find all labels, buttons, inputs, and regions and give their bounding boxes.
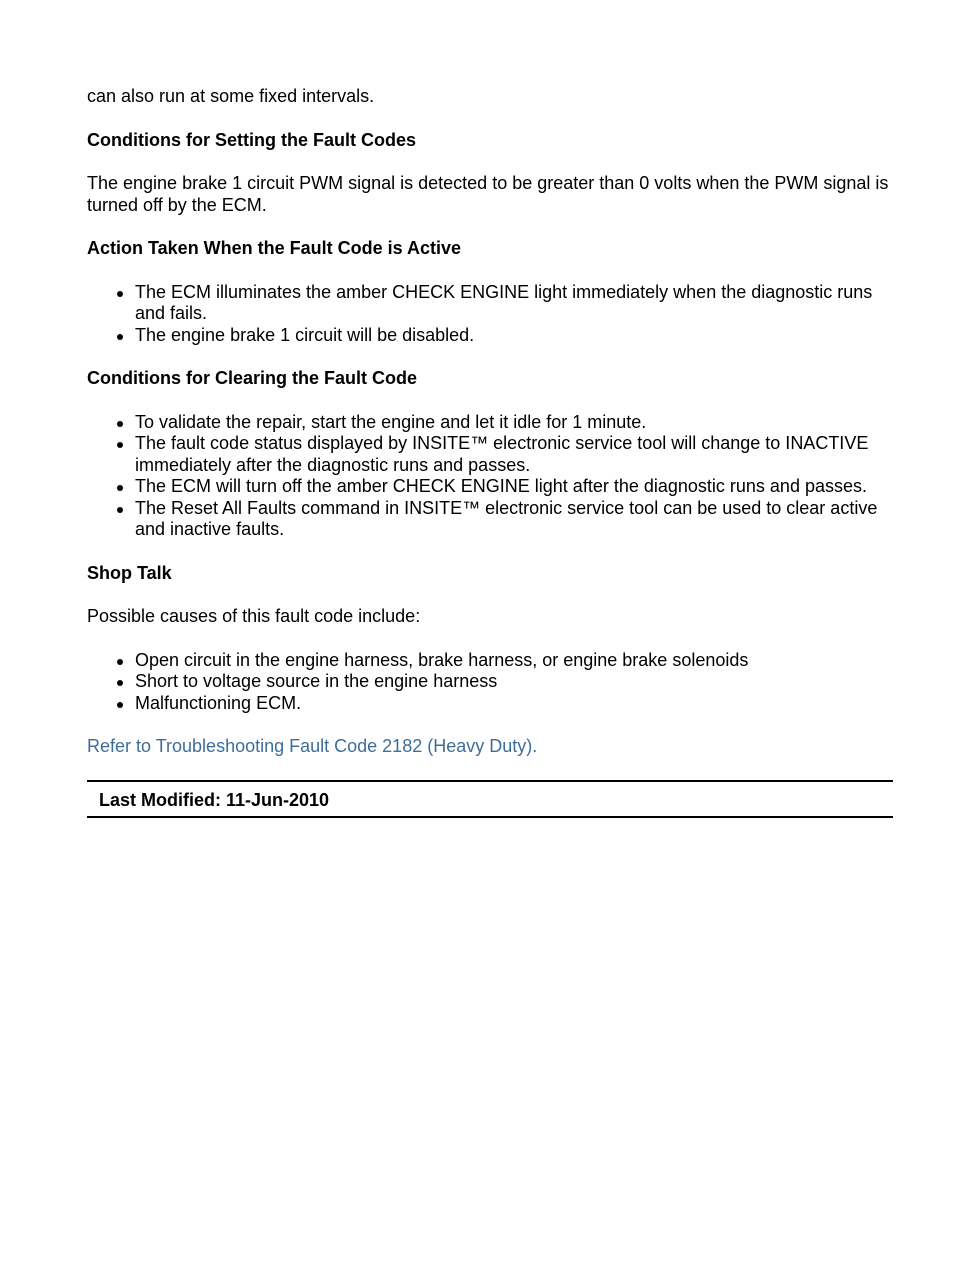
list-item: Open circuit in the engine harness, brake harness, or engine brake solenoids (135, 650, 893, 672)
possible-causes-list (87, 650, 893, 715)
troubleshooting-reference-link[interactable]: Refer to Troubleshooting Fault Code 2182 (Heavy Duty). (87, 736, 538, 756)
heading-clearing-conditions: Conditions for Clearing the Fault Code (87, 368, 417, 388)
heading-shop-talk: Shop Talk (87, 562, 172, 583)
list-item: To validate the repair, start the engine and let it idle for 1 minute. (135, 412, 893, 434)
list-item: The Reset All Faults command in INSITE™ electronic service tool can be used to clear active and inactive faults. (135, 498, 893, 541)
heading-action-taken: Action Taken When the Fault Code is Active (87, 238, 462, 258)
setting-conditions-text: The engine brake 1 circuit PWM signal is detected to be greater than 0 volts when the PWM signal is turned off by the ECM. (87, 173, 889, 215)
list-item: The ECM will turn off the amber CHECK ENGINE light after the diagnostic runs and passes. (135, 476, 893, 498)
list-item: The ECM illuminates the amber CHECK ENGINE light immediately when the diagnostic runs and fails. (135, 282, 893, 325)
last-modified-bar (87, 780, 893, 819)
list-item: The engine brake 1 circuit will be disabled. (135, 325, 893, 347)
shop-talk-text: Possible causes of this fault code include: (87, 606, 421, 626)
last-modified-label: Last Modified: 11-Jun-2010 (99, 789, 330, 810)
action-taken-list (87, 282, 893, 347)
document-body (87, 86, 893, 818)
intro-fragment: can also run at some fixed intervals. (87, 86, 375, 106)
list-item: Malfunctioning ECM. (135, 693, 893, 715)
list-item: Short to voltage source in the engine harness (135, 671, 893, 693)
clearing-conditions-list (87, 412, 893, 541)
heading-setting-conditions: Conditions for Setting the Fault Codes (87, 129, 416, 150)
list-item: The fault code status displayed by INSITE™ electronic service tool will change to INACTIVE immediately after the diagnostic runs and passes. (135, 433, 893, 476)
